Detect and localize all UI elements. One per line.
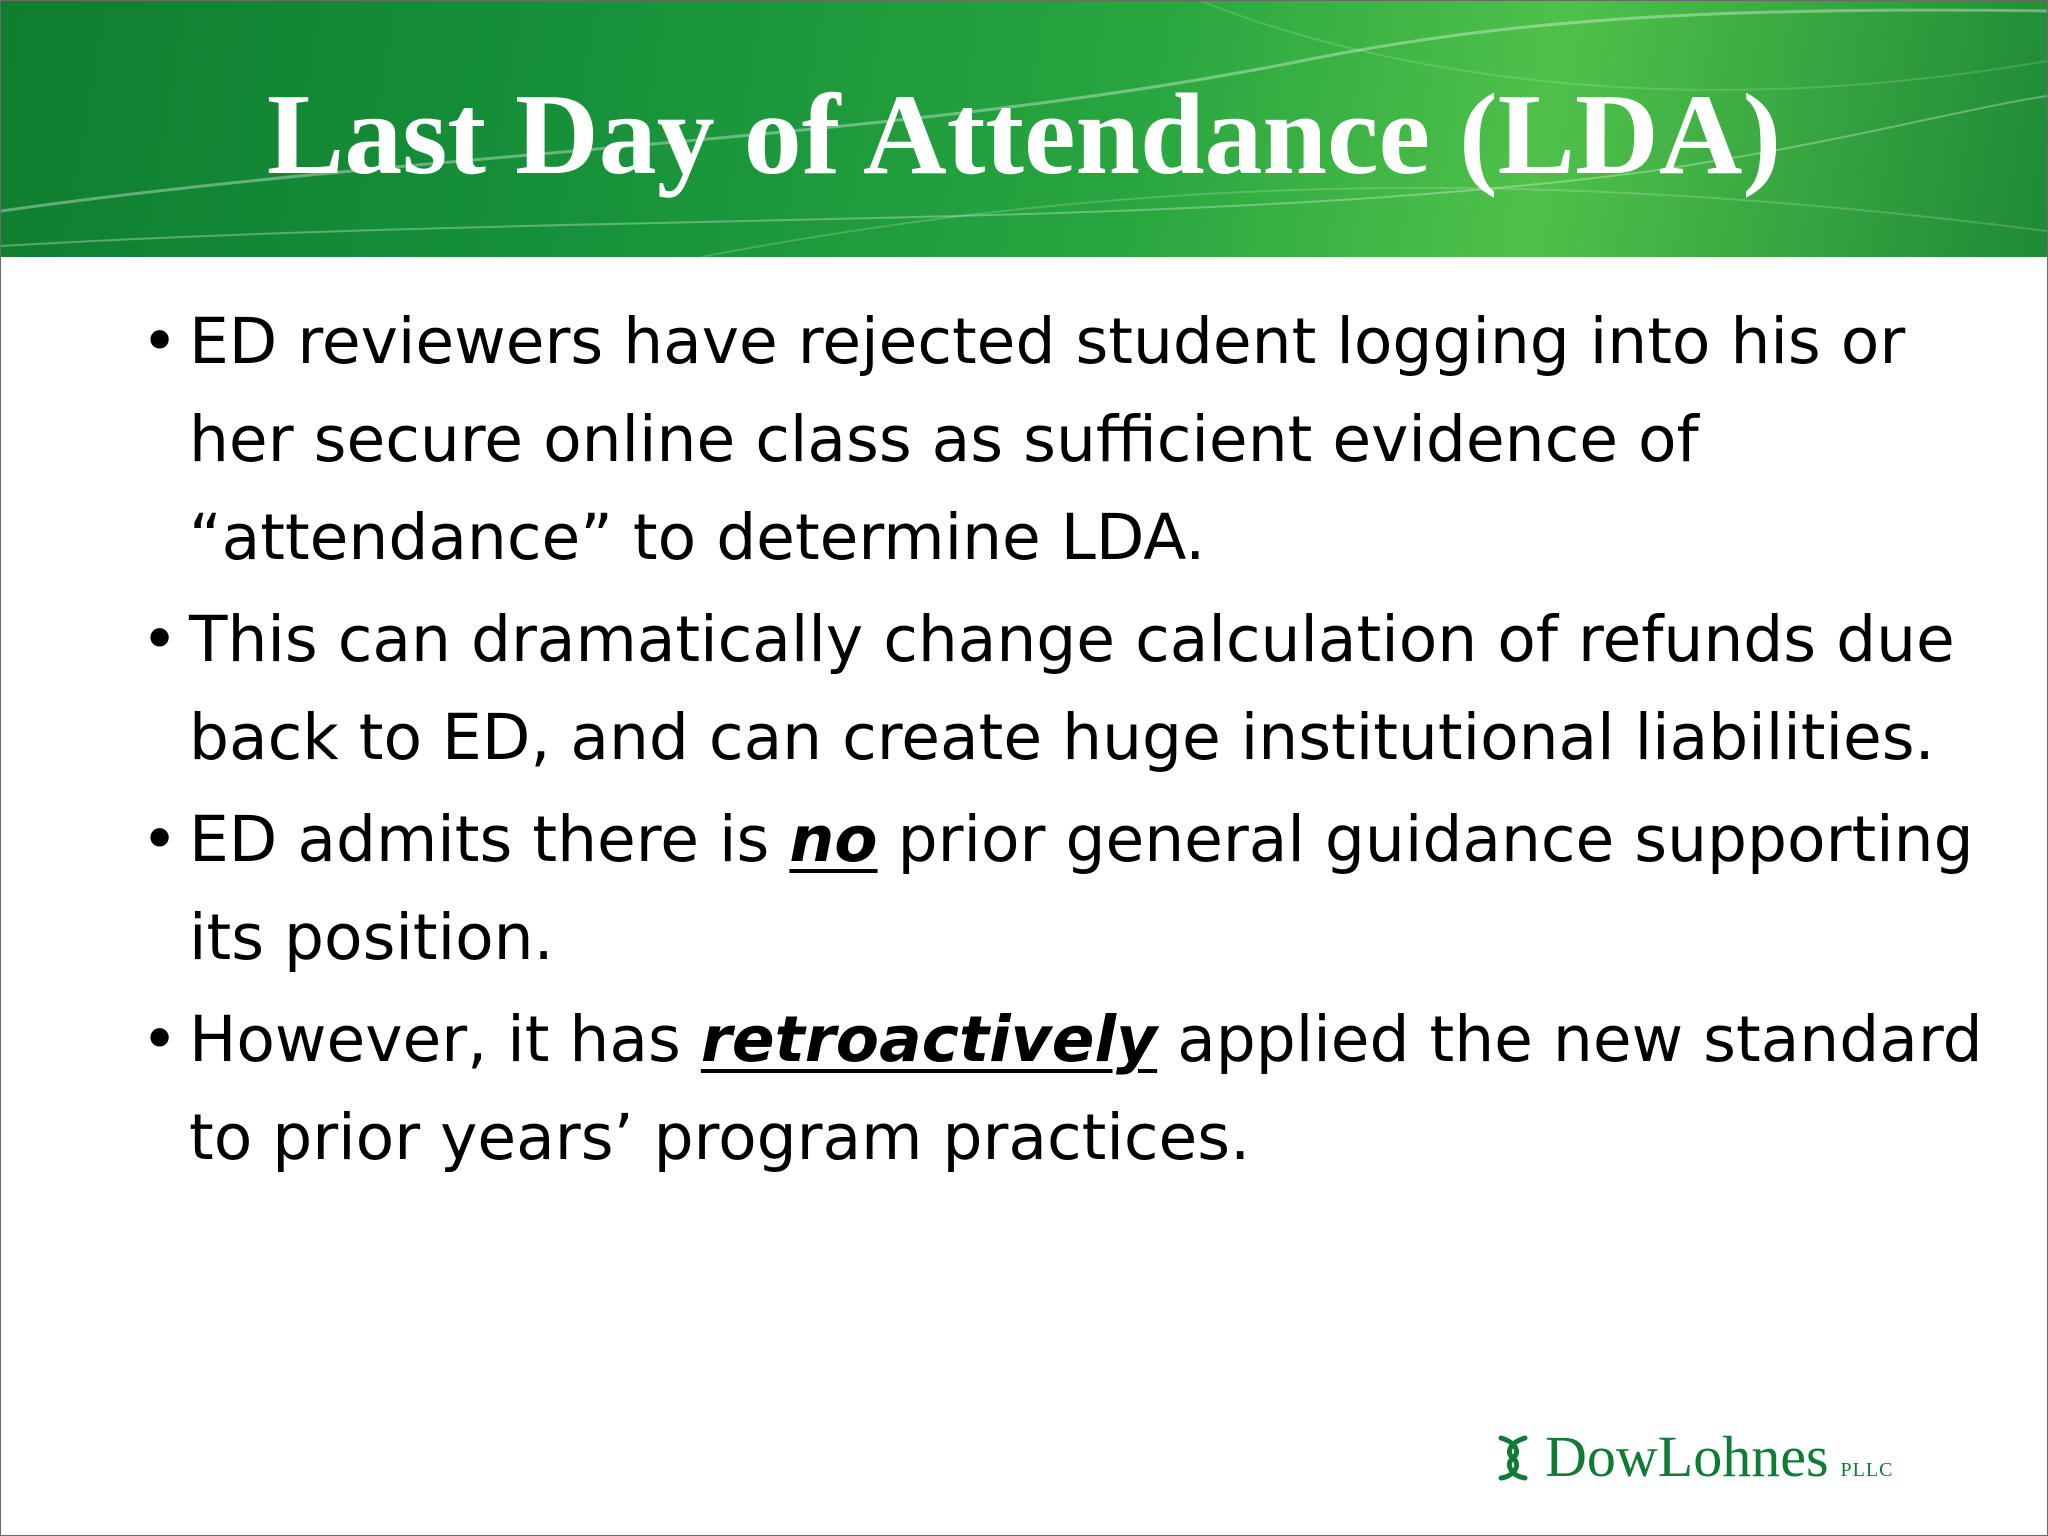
bullet-marker: • xyxy=(141,603,179,676)
bullet-item xyxy=(141,791,2001,987)
bullet-text-lead: However, it has xyxy=(189,1003,701,1076)
emphasized-word: retroactively xyxy=(700,1003,1158,1076)
title-banner xyxy=(1,1,2047,257)
logo-name: DowLohnes xyxy=(1545,1424,1829,1489)
bullet-marker: • xyxy=(141,1003,179,1076)
bullet-text: This can dramatically change calculation of refunds due back to ED, and can create huge institutional liabilities. xyxy=(189,603,1955,774)
logo-suffix: PLLC xyxy=(1840,1459,1894,1481)
bullet-item xyxy=(141,293,2001,587)
bullet-text-lead: ED admits there is xyxy=(189,803,790,876)
bullet-item xyxy=(141,991,2001,1187)
bullet-text xyxy=(189,1003,1983,1174)
bullet-text-tail: prior general guidance supporting its position. xyxy=(189,803,1974,974)
bullet-marker: • xyxy=(141,305,179,378)
bullet-text-tail: applied the new standard to prior years’ program practices. xyxy=(189,1003,1983,1174)
slide-title: Last Day of Attendance (LDA) xyxy=(266,71,1782,199)
company-logo xyxy=(1493,1423,1893,1493)
bullet-marker: • xyxy=(141,803,179,876)
bullet-item xyxy=(141,591,2001,787)
bullet-text xyxy=(189,803,1974,974)
bullet-list xyxy=(141,293,2001,1191)
bullet-text: ED reviewers have rejected student logging into his or her secure online class as sufficient evidence of “attendance” to determine LDA. xyxy=(189,305,1906,574)
dowlohnes-mark-icon xyxy=(1493,1432,1533,1484)
emphasized-word: no xyxy=(789,803,878,876)
